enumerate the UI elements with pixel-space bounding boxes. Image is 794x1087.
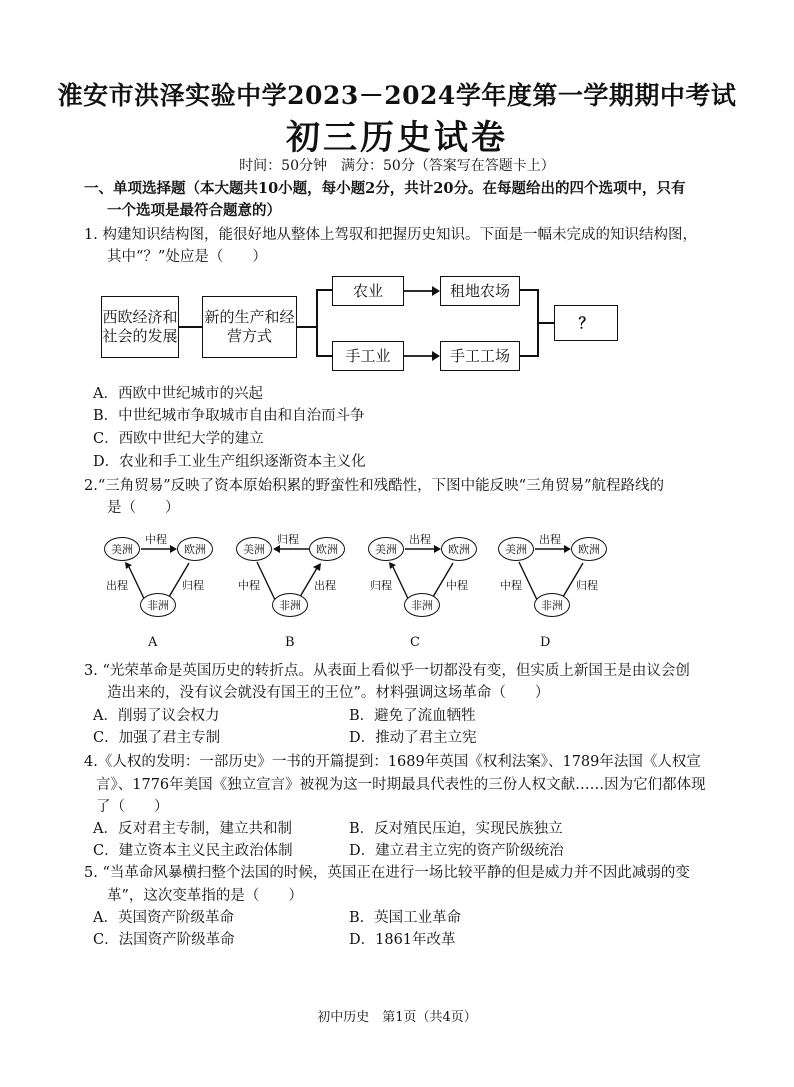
q3-stem-line2: 造出来的，没有议会就没有国王的王位”。材料强调这场革命（ ）: [107, 685, 550, 701]
q3-option-c: C．加强了君主专制: [93, 730, 221, 746]
node-americas: 美洲: [498, 537, 534, 561]
diagram-box-tenant-farm: 租地农场: [440, 276, 520, 306]
triangle-trade-diagram-b: [236, 535, 346, 653]
diagram-box-workshop: 手工工场: [440, 341, 520, 371]
route-label-left: 中程: [500, 579, 522, 592]
route-label-right: 中程: [446, 579, 468, 592]
q3-option-a: A．削弱了议会权力: [93, 708, 220, 724]
q5-option-a: A．英国资产阶级革命: [93, 910, 234, 926]
exam-meta: 时间：50分钟 满分：50分（答案写在答题卡上）: [239, 158, 555, 174]
diagram-box-question: ？: [554, 305, 618, 341]
diagram-box-economy: 西欧经济和社会的发展: [101, 296, 179, 358]
connector: [316, 355, 332, 357]
diagram-caption: A: [148, 635, 158, 650]
triangle-trade-diagram-a: [104, 535, 214, 653]
node-africa: 非洲: [534, 593, 570, 617]
q3-stem-line1: 3. “光荣革命是英国历史的转折点。从表面上看似乎一切都没有变，但实质上新国王是由议会创: [84, 663, 690, 679]
connector: [297, 326, 317, 328]
connector: [179, 326, 202, 328]
route-label-left: 归程: [370, 579, 392, 592]
route-label-left: 中程: [238, 579, 260, 592]
diagram-caption: B: [285, 635, 295, 650]
section-heading-line2: 一个选项是最符合题意的）: [107, 202, 281, 219]
q1-option-a: A．西欧中世纪城市的兴起: [93, 386, 263, 402]
q4-option-c: C．建立资本主义民主政治体制: [93, 843, 293, 859]
connector: [316, 289, 332, 291]
node-americas: 美洲: [236, 537, 272, 561]
q4-option-d: D．建立君主立宪的资产阶级统治: [349, 843, 564, 859]
q5-option-d: D．1861年改革: [349, 932, 456, 948]
route-label-top: 归程: [277, 533, 299, 546]
node-europe: 欧洲: [441, 537, 477, 561]
connector: [316, 289, 318, 357]
route-label-left: 出程: [106, 579, 128, 592]
q1-option-d: D．农业和手工业生产组织逐渐资本主义化: [93, 454, 366, 470]
diagram-caption: D: [540, 635, 551, 650]
q3-option-b: B．避免了流血牺牲: [349, 708, 476, 724]
route-label-right: 出程: [314, 579, 336, 592]
diagram-box-production: 新的生产和经营方式: [202, 296, 297, 358]
q2-stem-line1: 2.“三角贸易”反映了资本原始积累的野蛮性和残酷性，下图中能反映“三角贸易”航程路线的: [84, 478, 664, 494]
node-europe: 欧洲: [177, 537, 213, 561]
connector: [520, 355, 538, 357]
node-europe: 欧洲: [309, 537, 345, 561]
triangle-trade-diagram-d: [498, 535, 608, 653]
diagram-box-handicraft: 手工业: [332, 341, 404, 371]
school-exam-title: 淮安市洪泽实验中学2023－2024学年度第一学期期中考试: [57, 81, 737, 110]
section-heading-line1: 一、单项选择题（本大题共10小题，每小题2分，共计20分。在每题给出的四个选项中，只有: [84, 180, 686, 197]
q5-stem-line1: 5. “当革命风暴横扫整个法国的时候，英国正在进行一场比较平静的但是威力并不因此减弱的变: [84, 865, 690, 881]
node-americas: 美洲: [368, 537, 404, 561]
node-africa: 非洲: [140, 593, 176, 617]
q4-stem-line3: 了（ ）: [96, 799, 169, 815]
q5-stem-line2: 革”，这次变革指的是（ ）: [107, 888, 303, 904]
node-africa: 非洲: [404, 593, 440, 617]
paper-title: 初三历史试卷: [286, 118, 508, 158]
q1-stem-line2: 其中“？”处应是（ ）: [107, 249, 267, 265]
q3-option-d: D．推动了君主立宪: [349, 730, 477, 746]
diagram-caption: C: [410, 635, 420, 650]
q4-stem-line2: 言》、1776年美国《独立宣言》被视为这一时期最具代表性的三份人权文献……因为它们都体现: [96, 777, 706, 793]
q1-option-c: C．西欧中世纪大学的建立: [93, 431, 264, 447]
route-label-top: 出程: [539, 533, 561, 546]
route-label-right: 归程: [182, 579, 204, 592]
q4-stem-line1: 4.《人权的发明：一部历史》一书的开篇提到：1689年英国《权利法案》、1789年法国《人权宣: [84, 754, 701, 770]
q4-option-b: B．反对殖民压迫，实现民族独立: [349, 821, 563, 837]
route-label-top: 出程: [409, 533, 431, 546]
node-americas: 美洲: [104, 537, 140, 561]
route-label-right: 归程: [576, 579, 598, 592]
q1-stem-line1: 1. 构建知识结构图，能很好地从整体上驾驭和把握历史知识。下面是一幅未完成的知识结构图，: [84, 227, 697, 243]
triangle-trade-diagram-c: [368, 535, 478, 653]
arrows-icon: [404, 282, 440, 376]
q1-option-b: B．中世纪城市争取城市自由和自治而斗争: [93, 408, 365, 424]
page-footer: 初中历史 第1页（共4页）: [317, 1010, 477, 1025]
q4-option-a: A．反对君主专制，建立共和制: [93, 821, 292, 837]
node-europe: 欧洲: [571, 537, 607, 561]
q5-option-b: B．英国工业革命: [349, 910, 462, 926]
diagram-box-agriculture: 农业: [332, 276, 404, 306]
q2-stem-line2: 是（ ）: [107, 500, 180, 516]
q5-option-c: C．法国资产阶级革命: [93, 932, 235, 948]
node-africa: 非洲: [272, 593, 308, 617]
connector: [537, 322, 554, 324]
connector: [520, 289, 538, 291]
route-label-top: 中程: [145, 533, 167, 546]
